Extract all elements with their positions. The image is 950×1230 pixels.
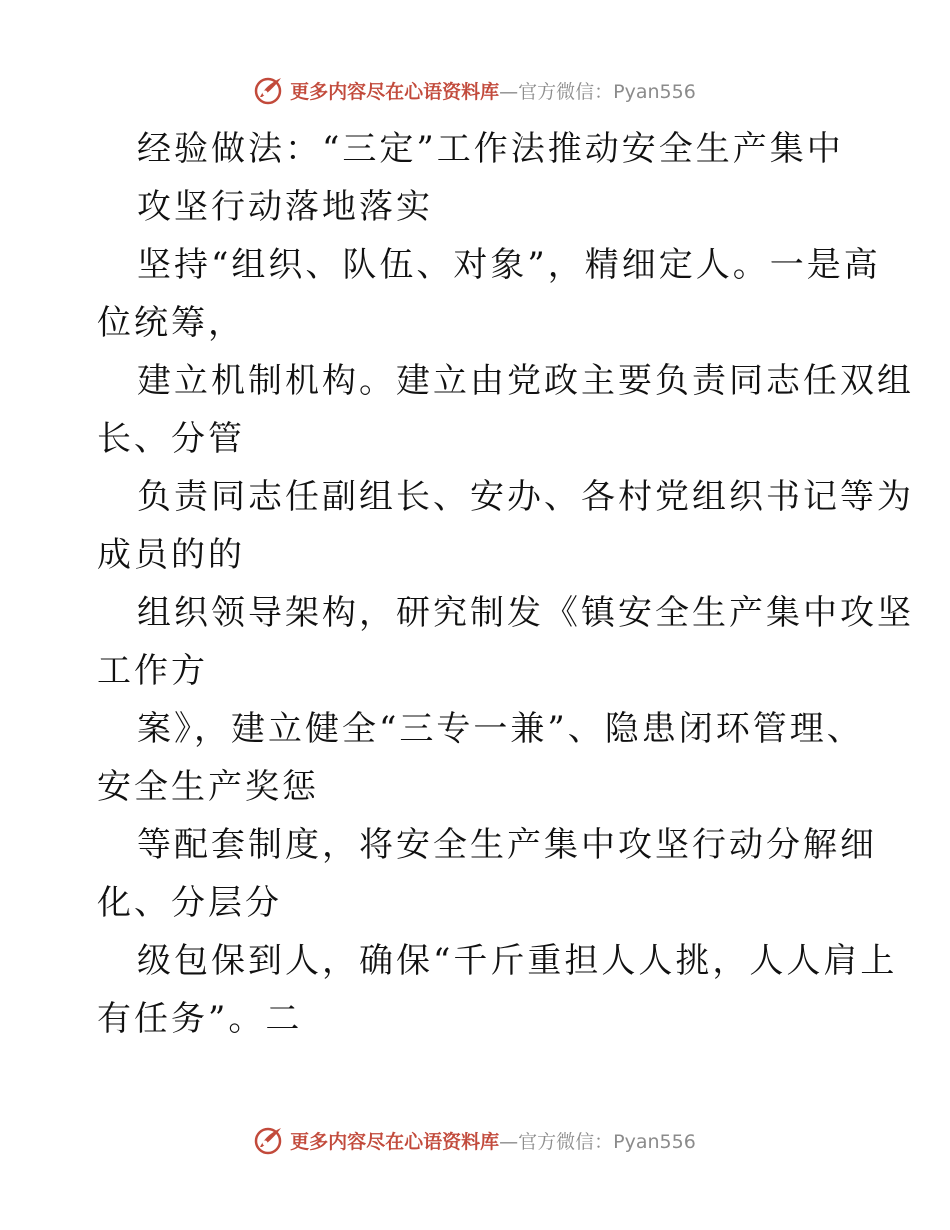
header-text	[290, 77, 696, 104]
body-line: 工作方	[97, 651, 208, 691]
quill-pen-seal-icon	[254, 75, 284, 105]
body-line: 建立机制机构。建立由党政主要负责同志任双组	[137, 361, 914, 401]
body-line: 位统筹，	[97, 303, 245, 343]
body-line: 攻坚行动落地落实	[137, 187, 433, 227]
header-brand-text: 更多内容尽在心语资料库	[290, 80, 500, 103]
body-line: 安全生产奖惩	[97, 767, 319, 807]
body-line: 负责同志任副组长、安办、各村党组织书记等为	[137, 477, 914, 517]
header-contact-text: —官方微信：Pyan556	[499, 80, 696, 103]
footer-brand-text: 更多内容尽在心语资料库	[290, 1130, 500, 1153]
footer-text	[290, 1127, 696, 1154]
body-line: 化、分层分	[97, 883, 282, 923]
body-line: 组织领导架构，研究制发《镇安全生产集中攻坚	[137, 593, 914, 633]
body-line: 级包保到人，确保“千斤重担人人挑，人人肩上	[137, 941, 898, 981]
footer-contact-text: —官方微信：Pyan556	[499, 1130, 696, 1153]
body-line: 经验做法：“三定”工作法推动安全生产集中	[137, 129, 844, 169]
body-line: 等配套制度，将安全生产集中攻坚行动分解细	[137, 825, 877, 865]
body-line: 案》，建立健全“三专一兼”、隐患闭环管理、	[137, 709, 864, 749]
quill-pen-seal-icon	[254, 1125, 284, 1155]
body-line: 成员的的	[97, 535, 245, 575]
body-line: 长、分管	[97, 419, 245, 459]
body-line: 坚持“组织、队伍、对象”，精细定人。一是高	[137, 245, 881, 285]
header-banner	[0, 70, 950, 110]
footer-banner	[0, 1120, 950, 1160]
body-line: 有任务”。二	[97, 999, 303, 1039]
document-body	[97, 120, 914, 1048]
